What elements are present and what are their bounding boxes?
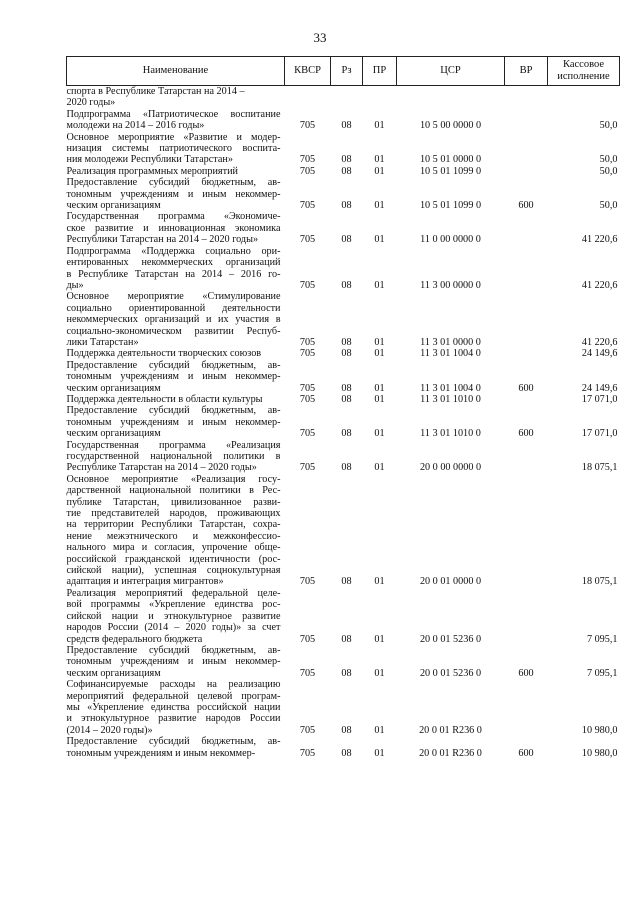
row-name-line: тономным учреждениям и иным некоммер- <box>66 188 281 200</box>
row-name-line: Подпрограмма «Патриотическое воспитание <box>66 108 281 120</box>
row-name <box>67 440 285 474</box>
row-rz: 08 <box>341 462 352 474</box>
row-name-line: вой программы «Укрепление единства рос- <box>66 599 281 611</box>
row-name <box>67 736 285 759</box>
row-name-line: Предоставление субсидий бюджетным, ав- <box>66 644 281 656</box>
row-name-line: Поддержка деятельности в области культуры <box>66 393 263 405</box>
row-kvsr: 705 <box>299 724 316 736</box>
row-sum: 18 075,1 <box>581 576 618 588</box>
row-kvsr: 705 <box>299 462 316 474</box>
row-pr: 01 <box>374 336 385 348</box>
row-name-line: ское развитие и инновационная экономика <box>66 222 281 234</box>
row-rz: 08 <box>341 393 352 405</box>
row-vr: 600 <box>518 200 534 212</box>
row-name <box>67 588 285 645</box>
row-pr: 01 <box>374 165 385 177</box>
row-kvsr: 705 <box>299 336 316 348</box>
row-sum: 10 980,0 <box>581 747 618 759</box>
row-name <box>67 360 285 394</box>
row-kvsr: 705 <box>299 633 316 645</box>
row-name <box>67 109 285 132</box>
table-row <box>67 440 620 474</box>
table-row <box>67 246 620 292</box>
table-row <box>67 166 620 177</box>
row-vr <box>505 132 548 166</box>
row-pr: 01 <box>374 393 385 405</box>
row-rz: 08 <box>341 120 352 132</box>
row-name-line: Реализация программных мероприятий <box>66 165 238 177</box>
row-rz: 08 <box>341 667 352 679</box>
row-name-line: Республике Татарстан на 2014 – 2020 годы» <box>66 462 257 474</box>
row-name-line: Государственная программа «Экономиче- <box>66 211 281 223</box>
row-name-line: Основное мероприятие «Развитие и модер- <box>66 131 281 143</box>
row-rz: 08 <box>341 200 352 212</box>
row-name-line: Реализация мероприятий федеральной целе- <box>66 587 281 599</box>
row-sum: 24 149,6 <box>581 348 618 360</box>
row-name-line: социально-экономическом развитии Респуб- <box>66 325 281 337</box>
row-name <box>67 394 285 405</box>
table-row <box>67 177 620 211</box>
table-row <box>67 109 620 132</box>
row-csr: 20 0 01 0000 0 <box>419 576 482 588</box>
row-sum: 24 149,6 <box>581 382 618 394</box>
row-name-line: ческим организациям <box>66 428 161 440</box>
table-row <box>67 645 620 679</box>
row-csr: 11 3 00 0000 0 <box>420 279 481 291</box>
header-pr: ПР <box>363 57 397 86</box>
row-name-line: ды» <box>66 279 84 291</box>
row-sum: 50,0 <box>599 165 618 177</box>
row-rz: 08 <box>341 747 352 759</box>
row-name-line: Государственная программа «Реализация <box>66 439 281 451</box>
row-rz: 08 <box>341 348 352 360</box>
row-name-line: Предоставление субсидий бюджетным, ав- <box>66 177 281 189</box>
row-name <box>67 474 285 588</box>
row-name-line: Софинансируемые расходы на реализацию <box>66 679 281 691</box>
row-pr: 01 <box>374 633 385 645</box>
row-kvsr: 705 <box>299 382 316 394</box>
table-row <box>67 211 620 245</box>
row-name-line: и этнокультурное развитие народов России <box>66 713 281 725</box>
row-sum: 7 095,1 <box>586 633 618 645</box>
row-name-line: Предоставление субсидий бюджетным, ав- <box>66 359 281 371</box>
row-name-line: народов России (2014 – 2020 годы)» за счет <box>66 622 281 634</box>
row-name-line: тономным учреждениям и иным некоммер- <box>66 747 256 759</box>
row-name-line: тие представителей народов, проживающих <box>66 508 281 520</box>
row-csr: 10 5 01 1099 0 <box>419 165 482 177</box>
row-pr: 01 <box>374 724 385 736</box>
row-rz: 08 <box>341 428 352 440</box>
row-vr: 600 <box>518 667 534 679</box>
row-csr: 20 0 01 5236 0 <box>419 633 482 645</box>
row-name-line: спорта в Республике Татарстан на 2014 – <box>66 86 245 97</box>
row-name-line: Подпрограмма «Поддержка социально ори- <box>66 245 281 257</box>
row-rz: 08 <box>341 165 352 177</box>
row-vr <box>505 211 548 245</box>
row-name <box>67 645 285 679</box>
row-sum: 50,0 <box>599 154 618 166</box>
row-name-line: молодежи на 2014 – 2016 годы» <box>66 120 205 132</box>
row-name-line: нального мира и согласия, упрочение обще- <box>66 542 281 554</box>
row-name-line: 2020 годы» <box>66 97 116 109</box>
header-name: Наименование <box>67 57 285 86</box>
row-kvsr: 705 <box>299 165 316 177</box>
row-vr <box>505 474 548 588</box>
row-name-line: Предоставление субсидий бюджетным, ав- <box>66 405 281 417</box>
row-pr: 01 <box>374 348 385 360</box>
row-name <box>67 405 285 439</box>
table-row <box>67 360 620 394</box>
row-pr: 01 <box>374 120 385 132</box>
row-name-line: сийской нации и этнокультурное развитие <box>66 610 281 622</box>
row-name-line: дарственной национальной политики в Рес- <box>66 485 281 497</box>
row-csr: 20 0 01 R236 0 <box>419 747 482 759</box>
row-csr: 20 0 01 R236 0 <box>419 724 482 736</box>
budget-table <box>66 56 620 759</box>
row-csr: 11 3 01 1010 0 <box>420 428 481 440</box>
row-name <box>67 679 285 736</box>
row-vr <box>505 166 548 177</box>
row-pr: 01 <box>374 200 385 212</box>
row-vr <box>505 679 548 736</box>
header-vr: ВР <box>505 57 548 86</box>
table-header <box>67 57 620 86</box>
row-kvsr: 705 <box>299 348 316 360</box>
table-row <box>67 679 620 736</box>
row-vr <box>505 440 548 474</box>
table-row <box>67 588 620 645</box>
row-rz: 08 <box>341 154 352 166</box>
row-sum <box>548 86 620 109</box>
header-kvsr: КВСР <box>285 57 331 86</box>
table-row <box>67 405 620 439</box>
row-pr: 01 <box>374 576 385 588</box>
row-name-line: на территории Республики Татарстан, сохра- <box>66 519 281 531</box>
row-name-line: мероприятий федеральной целевой програм- <box>66 690 281 702</box>
row-sum: 17 071,0 <box>581 428 618 440</box>
row-kvsr: 705 <box>299 667 316 679</box>
row-name-line: российской гражданской идентичности (рос- <box>66 553 281 565</box>
row-name-line: тономным учреждениям и иным некоммер- <box>66 371 281 383</box>
row-csr: 10 5 01 1099 0 <box>419 200 482 212</box>
row-vr: 600 <box>518 382 534 394</box>
row-name-line: нение межэтнического и межконфессио- <box>66 530 281 542</box>
table-row <box>67 394 620 405</box>
row-name-line: ческим организациям <box>66 382 161 394</box>
row-name <box>67 291 285 348</box>
row-kvsr: 705 <box>299 393 316 405</box>
row-csr: 10 5 00 0000 0 <box>419 120 482 132</box>
row-name <box>67 246 285 292</box>
row-csr: 20 0 01 5236 0 <box>419 667 482 679</box>
row-vr <box>505 291 548 348</box>
row-name-line: ентированных некоммерческих организаций <box>66 257 281 269</box>
row-kvsr: 705 <box>299 234 316 246</box>
row-name-line: тономным учреждениям и иным некоммер- <box>66 416 281 428</box>
row-name <box>67 177 285 211</box>
row-kvsr: 705 <box>299 200 316 212</box>
row-name-line: публике Татарстан, цивилизованное разви- <box>66 496 281 508</box>
row-name <box>67 211 285 245</box>
row-kvsr: 705 <box>299 576 316 588</box>
row-name-line: сийской нации), успешная соцнокультурная <box>66 565 281 577</box>
row-name-line: (2014 – 2020 годы)» <box>66 724 153 736</box>
row-csr: 20 0 00 0000 0 <box>419 462 482 474</box>
row-name-line: средств федерального бюджета <box>66 633 203 645</box>
row-name-line: тономным учреждениям и иным некоммер- <box>66 656 281 668</box>
row-sum: 50,0 <box>599 120 618 132</box>
row-pr: 01 <box>374 667 385 679</box>
row-sum: 50,0 <box>599 200 618 212</box>
row-pr: 01 <box>374 428 385 440</box>
row-kvsr: 705 <box>299 428 316 440</box>
row-rz: 08 <box>341 576 352 588</box>
row-sum: 10 980,0 <box>581 724 618 736</box>
row-rz: 08 <box>341 724 352 736</box>
row-pr: 01 <box>374 462 385 474</box>
row-sum: 41 220,6 <box>581 336 618 348</box>
row-sum: 41 220,6 <box>581 279 618 291</box>
row-csr <box>397 86 505 109</box>
row-name-line: Республики Татарстан на 2014 – 2020 годы» <box>66 234 259 246</box>
row-name-line: государственной национальной политики в <box>66 451 281 462</box>
row-sum: 18 075,1 <box>581 462 618 474</box>
row-vr <box>505 109 548 132</box>
row-vr <box>505 588 548 645</box>
row-rz: 08 <box>341 633 352 645</box>
row-rz: 08 <box>341 279 352 291</box>
table-body <box>67 86 620 759</box>
row-name-line: Основное мероприятие «Стимулирование <box>66 291 281 303</box>
row-rz: 08 <box>341 382 352 394</box>
header-csr: ЦСР <box>397 57 505 86</box>
row-pr: 01 <box>374 154 385 166</box>
row-rz <box>331 86 363 109</box>
row-csr: 11 3 01 1010 0 <box>420 393 481 405</box>
row-rz: 08 <box>341 234 352 246</box>
row-name-line: социально ориентированной деятельности <box>66 302 281 314</box>
row-name-line: ческим организациям <box>66 667 161 679</box>
table-row <box>67 348 620 359</box>
row-csr: 11 3 01 0000 0 <box>420 336 481 348</box>
row-name-line: в Республике Татарстан на 2014 – 2016 го- <box>66 268 281 280</box>
row-vr <box>505 246 548 292</box>
row-name-line: ния молодежи Республики Татарстан» <box>66 154 233 166</box>
row-pr: 01 <box>374 747 385 759</box>
header-sum: Кассовое исполнение <box>548 57 620 86</box>
row-kvsr: 705 <box>299 154 316 166</box>
row-kvsr: 705 <box>299 279 316 291</box>
header-rz: Рз <box>331 57 363 86</box>
row-pr: 01 <box>374 279 385 291</box>
row-pr <box>363 86 397 109</box>
row-name <box>67 86 285 109</box>
row-sum: 7 095,1 <box>586 667 618 679</box>
row-name-line: низация системы патриотического воспита- <box>66 143 281 155</box>
row-vr <box>505 348 548 359</box>
row-name-line: мы «Укрепление единства российской нации <box>66 701 281 713</box>
row-name-line: лики Татарстан» <box>66 336 139 348</box>
row-vr <box>505 86 548 109</box>
row-sum: 41 220,6 <box>581 234 618 246</box>
table-row <box>67 132 620 166</box>
row-kvsr: 705 <box>299 120 316 132</box>
row-name <box>67 166 285 177</box>
row-vr: 600 <box>518 428 534 440</box>
row-csr: 11 3 01 1004 0 <box>420 382 481 394</box>
row-name-line: ческим организациям <box>66 200 161 212</box>
row-sum: 17 071,0 <box>581 393 618 405</box>
table-row <box>67 736 620 759</box>
row-pr: 01 <box>374 382 385 394</box>
row-name-line: адаптация и интеграция мигрантов» <box>66 576 224 588</box>
row-csr: 11 3 01 1004 0 <box>420 348 481 360</box>
row-name <box>67 132 285 166</box>
row-name-line: Поддержка деятельности творческих союзов <box>66 348 262 360</box>
row-name-line: Основное мероприятие «Реализация госу- <box>66 473 281 485</box>
row-kvsr <box>285 86 331 109</box>
row-vr: 600 <box>518 747 534 759</box>
table-row <box>67 474 620 588</box>
row-kvsr: 705 <box>299 747 316 759</box>
row-name <box>67 348 285 359</box>
row-csr: 11 0 00 0000 0 <box>420 234 481 246</box>
page-number: 33 <box>313 30 327 45</box>
row-pr: 01 <box>374 234 385 246</box>
row-vr <box>505 394 548 405</box>
table-row <box>67 86 620 109</box>
row-name-line: Предоставление субсидий бюджетным, ав- <box>66 736 281 748</box>
row-csr: 10 5 01 0000 0 <box>419 154 482 166</box>
table-row <box>67 291 620 348</box>
row-name-line: некоммерческих организаций и их участия в <box>66 314 281 326</box>
row-rz: 08 <box>341 336 352 348</box>
